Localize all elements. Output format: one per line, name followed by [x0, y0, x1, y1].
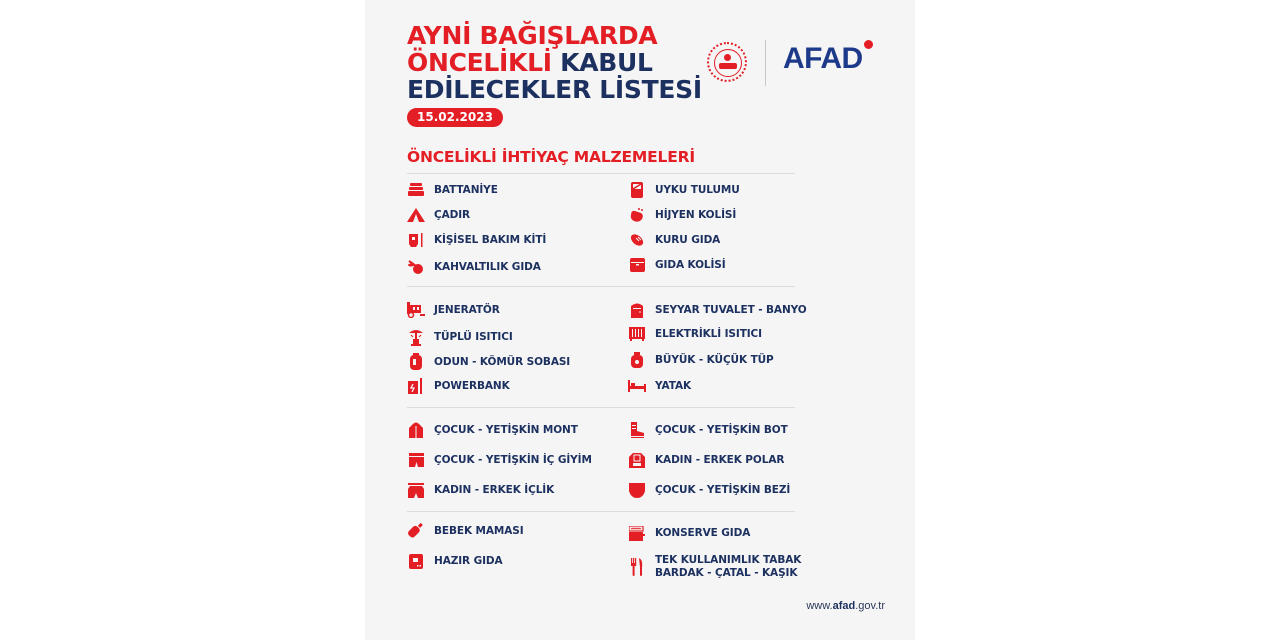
item-label: ÇOCUK - YETİŞKİN BEZİ: [655, 483, 791, 496]
item-label: HİJYEN KOLİSİ: [655, 208, 737, 221]
item-label: ODUN - KÖMÜR SOBASI: [434, 355, 571, 368]
list-item: [628, 376, 691, 396]
item-label: HAZIR GIDA: [434, 554, 503, 567]
item-label: KADIN - ERKEK POLAR: [655, 453, 785, 466]
hand-wash-icon: [628, 206, 646, 224]
item-label: [655, 554, 801, 580]
item-label: GIDA KOLİSİ: [655, 258, 726, 271]
divider: [407, 173, 795, 174]
item-label: BEBEK MAMASI: [434, 524, 524, 537]
title-line-2-navy: KABUL: [551, 48, 653, 77]
list-item: [407, 230, 546, 250]
list-item: [628, 205, 736, 225]
personal-care-icon: [407, 231, 425, 249]
item-label: UYKU TULUMU: [655, 183, 740, 196]
item-label: BÜYÜK - KÜÇÜK TÜP: [655, 353, 774, 366]
sleeping-bag-icon: [628, 181, 646, 199]
list-item: [407, 420, 578, 440]
logo-divider: [765, 40, 766, 86]
item-label: ELEKTRİKLİ ISITICI: [655, 327, 762, 340]
bread-icon: [628, 231, 646, 249]
blanket-icon: [407, 181, 425, 199]
website-link[interactable]: [806, 600, 885, 612]
title-line-2-red: ÖNCELİKLİ: [407, 48, 552, 77]
diaper-icon: [628, 481, 646, 499]
list-item: [628, 554, 801, 580]
item-label: ÇOCUK - YETİŞKİN İÇ GİYİM: [434, 453, 592, 466]
cutlery-icon: [628, 558, 646, 576]
olive-icon: [407, 258, 425, 276]
boot-icon: [628, 421, 646, 439]
divider: [407, 407, 795, 408]
list-item: [628, 523, 750, 543]
list-item: [407, 376, 510, 396]
powerbank-icon: [407, 377, 425, 395]
item-label: BATTANİYE: [434, 183, 498, 196]
item-label: KONSERVE GIDA: [655, 526, 751, 539]
page-title: [407, 22, 702, 103]
title-line-3: EDİLECEKLER LİSTESİ: [407, 75, 702, 104]
list-item: [407, 480, 554, 500]
food-box-icon: [628, 256, 646, 274]
item-label: YATAK: [655, 379, 692, 392]
list-item: [628, 255, 726, 275]
item-label: KAHVALTILIK GIDA: [434, 260, 541, 273]
turkish-flag-icon: [864, 40, 873, 49]
divider: [407, 511, 795, 512]
list-item: [407, 521, 524, 541]
gas-heater-icon: [407, 328, 425, 346]
list-item: [407, 450, 592, 470]
date-badge: 15.02.2023: [407, 108, 503, 127]
list-item: [407, 327, 513, 347]
divider: [407, 286, 795, 287]
item-label: KURU GIDA: [655, 233, 721, 246]
portable-toilet-icon: [628, 301, 646, 319]
list-item: [628, 230, 720, 250]
coat-icon: [407, 421, 425, 439]
list-item: [628, 480, 790, 500]
list-item: [628, 450, 784, 470]
item-label: JENERATÖR: [434, 303, 500, 316]
list-item: [407, 300, 500, 320]
stove-icon: [407, 353, 425, 371]
underwear-icon: [407, 451, 425, 469]
footer-prefix: www.: [806, 600, 833, 612]
tent-icon: [407, 206, 425, 224]
section-title: ÖNCELİKLİ İHTİYAÇ MALZEMELERİ: [407, 148, 695, 166]
list-item: [628, 324, 762, 344]
list-item: [407, 180, 498, 200]
fleece-icon: [628, 451, 646, 469]
baby-bottle-icon: [407, 522, 425, 540]
list-item: [628, 350, 774, 370]
electric-heater-icon: [628, 325, 646, 343]
canned-food-icon: [628, 524, 646, 542]
footer-suffix: .gov.tr: [855, 600, 885, 612]
item-label: ÇOCUK - YETİŞKİN MONT: [434, 423, 578, 436]
footer-bold: afad: [832, 600, 856, 612]
undershirt-icon: [407, 481, 425, 499]
list-item: [407, 352, 570, 372]
donation-list-card: [365, 0, 915, 640]
list-item: [628, 300, 807, 320]
generator-icon: [407, 301, 425, 319]
item-label: TÜPLÜ ISITICI: [434, 330, 513, 343]
item-label: KİŞİSEL BAKIM KİTİ: [434, 233, 547, 246]
item-label: ÇOCUK - YETİŞKİN BOT: [655, 423, 788, 436]
item-label: POWERBANK: [434, 379, 510, 392]
list-item: [407, 551, 503, 571]
item-label: KADIN - ERKEK İÇLİK: [434, 483, 555, 496]
ready-food-icon: [407, 552, 425, 570]
list-item: [628, 420, 788, 440]
list-item: [407, 205, 470, 225]
title-line-1: AYNİ BAĞIŞLARDA: [407, 21, 658, 50]
item-label: ÇADIR: [434, 208, 471, 221]
item-label-line-2: BARDAK - ÇATAL - KAŞIK: [655, 567, 798, 579]
item-label-line-1: TEK KULLANIMLIK TABAK: [655, 554, 802, 566]
gas-cylinder-icon: [628, 351, 646, 369]
afad-logo: AFAD: [783, 42, 863, 75]
list-item: [407, 257, 541, 277]
bed-icon: [628, 377, 646, 395]
item-label: SEYYAR TUVALET - BANYO: [655, 303, 807, 316]
ministry-emblem-icon: [707, 42, 747, 82]
list-item: [628, 180, 740, 200]
